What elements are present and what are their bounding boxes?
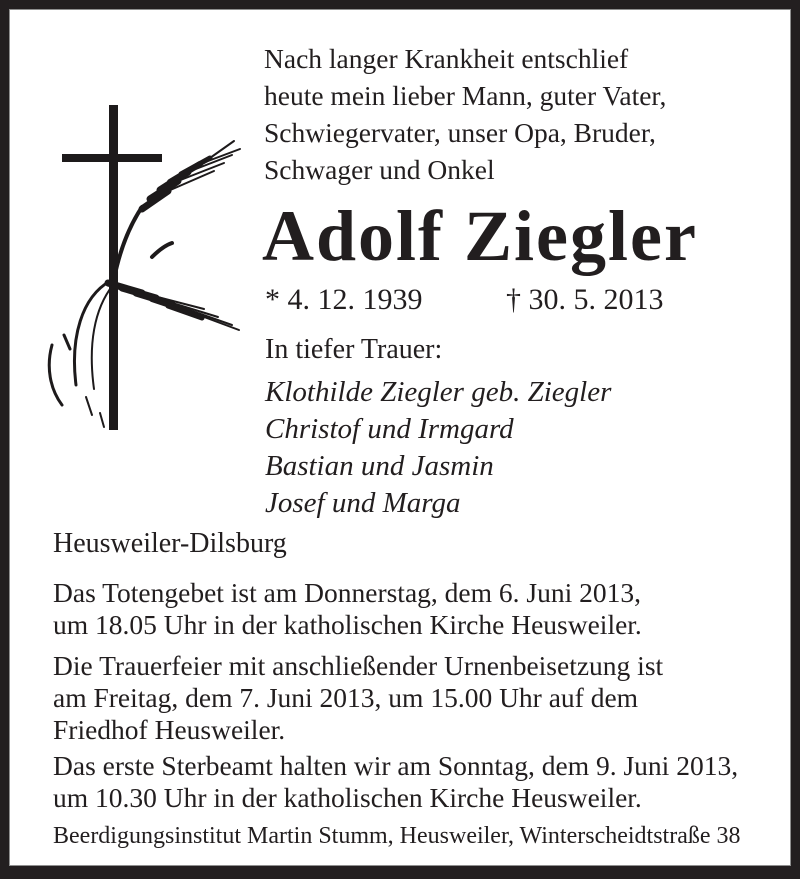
totengebet-paragraph [53,577,783,641]
death-date: † 30. 5. 2013 [506,283,664,316]
trauerfeier-paragraph [53,650,783,746]
life-dates [265,281,664,319]
birth-date: * 4. 12. 1939 [265,283,423,316]
cross-and-wheat-icon [34,97,254,437]
mourner-name: Josef und Marga [265,487,461,519]
event-line: Das erste Sterbeamt halten wir am Sonntag, dem 9. Juni 2013, [53,750,739,781]
intro-line: Schwiegervater, unser Opa, Bruder, [264,117,656,148]
event-line: Die Trauerfeier mit anschließender Urnenbeisetzung ist [53,650,664,681]
event-line: Friedhof Heusweiler. [53,714,286,745]
deceased-name: Adolf Ziegler [262,196,698,276]
event-line: am Freitag, dem 7. Juni 2013, um 15.00 Uhr auf dem [53,682,639,713]
mourner-name: Klothilde Ziegler geb. Ziegler [265,376,612,408]
intro-line: heute mein lieber Mann, guter Vater, [264,80,667,111]
event-line: um 10.30 Uhr in der katholischen Kirche Heusweiler. [53,782,642,813]
mourners-list [265,374,611,522]
intro-line: Nach langer Krankheit entschlief [264,43,629,74]
sterbeamt-paragraph [53,750,783,814]
mourner-name: Christof und Irmgard [265,413,514,445]
location-line: Heusweiler-Dilsburg [53,528,287,559]
event-line: um 18.05 Uhr in der katholischen Kirche Heusweiler. [53,609,642,640]
intro-line: Schwager und Onkel [264,154,495,185]
event-line: Das Totengebet ist am Donnerstag, dem 6. Juni 2013, [53,577,641,608]
funeral-home-line: Beerdigungsinstitut Martin Stumm, Heusweiler, Winterscheidtstraße 38 [53,823,741,849]
mourning-label: In tiefer Trauer: [265,334,443,365]
mourner-name: Bastian und Jasmin [265,450,494,482]
intro-text [264,40,774,188]
